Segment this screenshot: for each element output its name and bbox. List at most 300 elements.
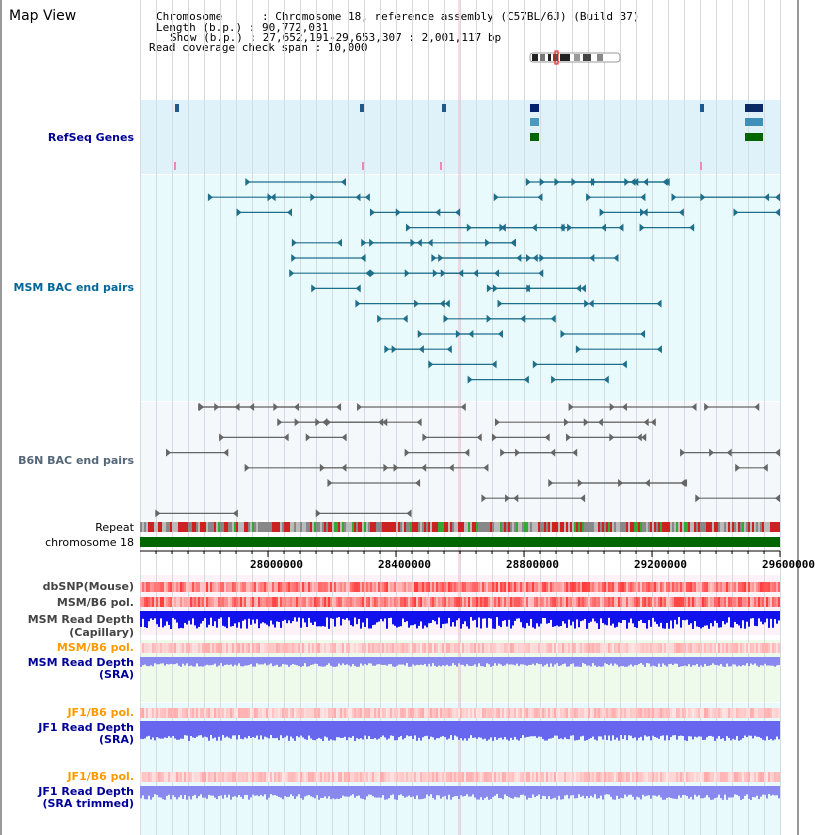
jf1-b6-pol-density: [506, 708, 508, 718]
jf1-b6-pol-trimmed-density: [168, 772, 170, 782]
jf1-depth-trimmed-bar: [702, 786, 704, 798]
msm-depth-sra-bar: [286, 657, 288, 665]
dbsnp-density: [374, 582, 376, 592]
msm-b6-pol-sra-density: [770, 643, 772, 653]
jf1-b6-pol-trimmed-density: [148, 772, 150, 782]
msm-b6-pol-sra-density: [364, 643, 366, 653]
msm-b6-pol-density: [600, 597, 602, 607]
jf1-depth-sra-bar: [644, 721, 646, 735]
jf1-b6-pol-density: [264, 708, 266, 718]
jf1-b6-pol-trimmed-density: [252, 772, 254, 782]
msm-depth-sra-bar: [614, 657, 616, 664]
msm-b6-pol-sra-density: [584, 643, 586, 653]
jf1-b6-pol-density: [184, 708, 186, 718]
msm-depth-sra-bar: [616, 657, 618, 665]
msm-b6-pol-sra-density: [194, 643, 196, 653]
msm-b6-pol-sra-density: [674, 643, 676, 653]
repeat-element: [650, 522, 652, 532]
msm-b6-pol-sra-density: [368, 643, 370, 653]
repeat-element: [404, 522, 406, 532]
msm-depth-sra-bar: [294, 657, 296, 665]
jf1-b6-pol-density: [336, 708, 338, 718]
jf1-depth-sra-bar: [518, 721, 520, 741]
dbsnp-density: [490, 582, 492, 592]
jf1-depth-sra-label: JF1 Read Depth: [38, 721, 134, 734]
msm-depth-sra-bar: [414, 657, 416, 666]
msm-b6-pol-density: [434, 597, 436, 607]
msm-depth-sra-bar: [606, 657, 608, 664]
msm-b6-pol-sra-density: [180, 643, 182, 653]
dbsnp-density: [582, 582, 584, 592]
jf1-depth-sra-bar: [614, 721, 616, 740]
jf1-b6-pol-density: [738, 708, 740, 718]
dbsnp-density: [172, 582, 174, 592]
jf1-depth-trimmed-bar: [326, 786, 328, 799]
msm-b6-pol-density: [364, 597, 366, 607]
msm-b6-pol-density: [248, 597, 250, 607]
jf1-b6-pol-density: [374, 708, 376, 718]
msm-depth-capillary-bar: [710, 611, 712, 623]
msm-b6-pol-density: [292, 597, 294, 607]
dbsnp-density: [398, 582, 400, 592]
jf1-depth-trimmed-bar: [758, 786, 760, 799]
msm-b6-pol-sra-density: [186, 643, 188, 653]
jf1-depth-sra-bar: [618, 721, 620, 741]
jf1-b6-pol-trimmed-density: [622, 772, 624, 782]
msm-depth-capillary-bar: [636, 611, 638, 628]
jf1-b6-pol-trimmed-density: [560, 772, 562, 782]
jf1-b6-pol-density: [492, 708, 494, 718]
dbsnp-density: [692, 582, 694, 592]
jf1-depth-trimmed-bar: [512, 786, 514, 799]
refseq-gene-marker: [362, 162, 364, 170]
msm-b6-pol-sra-density: [570, 643, 572, 653]
msm-depth-capillary-bar: [414, 611, 416, 624]
jf1-b6-pol-density: [480, 708, 482, 718]
dbsnp-density: [162, 582, 164, 592]
msm-depth-sra-bar: [526, 657, 528, 666]
jf1-b6-pol-density: [544, 708, 546, 718]
msm-depth-capillary-bar: [560, 611, 562, 626]
msm-depth-capillary-bar: [724, 611, 726, 624]
jf1-depth-trimmed-bar: [368, 786, 370, 795]
jf1-b6-pol-trimmed-density: [732, 772, 734, 782]
msm-b6-pol-sra-density: [318, 643, 320, 653]
jf1-depth-trimmed-bar: [372, 786, 374, 796]
msm-b6-pol-sra-density: [250, 643, 252, 653]
msm-b6-pol-density: [708, 597, 710, 607]
repeat-element: [260, 522, 262, 532]
repeat-element: [314, 522, 316, 532]
msm-depth-sra-bar: [444, 657, 446, 666]
msm-depth-capillary-bar: [424, 611, 426, 626]
jf1-depth-trimmed-bar: [518, 786, 520, 798]
jf1-b6-pol-trimmed-density: [214, 772, 216, 782]
repeat-element: [428, 522, 430, 532]
repeat-element: [388, 522, 390, 532]
jf1-depth-trimmed-bar: [212, 786, 214, 796]
msm-depth-sra-bar: [402, 657, 404, 664]
jf1-b6-pol-density: [528, 708, 530, 718]
jf1-b6-pol-density: [238, 708, 240, 718]
jf1-b6-pol-trimmed-density: [756, 772, 758, 782]
jf1-b6-pol-trimmed-density: [346, 772, 348, 782]
dbsnp-density: [430, 582, 432, 592]
jf1-b6-pol-trimmed-density: [558, 772, 560, 782]
jf1-depth-sra-bar: [552, 721, 554, 738]
dbsnp-density: [522, 582, 524, 592]
msm-depth-capillary-bar: [412, 611, 414, 625]
msm-depth-sra-bar: [364, 657, 366, 664]
dbsnp-density: [220, 582, 222, 592]
jf1-depth-sra-bar: [598, 721, 600, 736]
jf1-depth-trimmed-bar: [710, 786, 712, 800]
msm-b6-pol-sra-density: [392, 643, 394, 653]
msm-depth-sra-bar: [214, 657, 216, 664]
jf1-depth-trimmed-bar: [526, 786, 528, 800]
msm-b6-pol-density: [294, 597, 296, 607]
msm-depth-capillary-bar: [606, 611, 608, 625]
msm-depth-capillary-bar: [728, 611, 730, 617]
jf1-depth-sra-bar: [732, 721, 734, 739]
msm-depth-sra-bar: [742, 657, 744, 665]
msm-b6-pol-density: [668, 597, 670, 607]
jf1-b6-pol-trimmed-density: [740, 772, 742, 782]
msm-depth-sra-bar: [396, 657, 398, 666]
repeat-element: [142, 522, 144, 532]
jf1-b6-pol-density: [602, 708, 604, 718]
jf1-depth-sra-bar: [286, 721, 288, 736]
jf1-depth-sra-bar: [292, 721, 294, 738]
jf1-b6-pol-trimmed-density: [378, 772, 380, 782]
msm-depth-sra-bar: [440, 657, 442, 666]
msm-depth-sra-bar: [532, 657, 534, 664]
jf1-depth-sra-bar: [316, 721, 318, 739]
msm-b6-pol-density: [154, 597, 156, 607]
jf1-b6-pol-density: [236, 708, 238, 718]
jf1-depth-trimmed-bar: [266, 786, 268, 800]
dbsnp-density: [740, 582, 742, 592]
jf1-depth-sra-bar: [662, 721, 664, 735]
jf1-b6-pol-trimmed-density: [348, 772, 350, 782]
msm-depth-sra-bar: [718, 657, 720, 666]
msm-depth-sra-bar: [538, 657, 540, 664]
jf1-depth-trimmed-bar: [234, 786, 236, 796]
jf1-depth-sra-bar: [680, 721, 682, 736]
msm-b6-pol-sra-density: [500, 643, 502, 653]
repeat-element: [762, 522, 764, 532]
msm-depth-sra-bar: [322, 657, 324, 667]
repeat-element: [540, 522, 542, 532]
jf1-b6-pol-trimmed-density: [358, 772, 360, 782]
jf1-b6-pol-density: [280, 708, 282, 718]
jf1-b6-pol-trimmed-density: [160, 772, 162, 782]
msm-depth-sra-bar: [320, 657, 322, 666]
msm-depth-sra-bar: [610, 657, 612, 664]
dbsnp-density: [476, 582, 478, 592]
msm-b6-pol-density: [630, 597, 632, 607]
jf1-b6-pol-density: [574, 708, 576, 718]
jf1-depth-trimmed-bar: [548, 786, 550, 796]
jf1-b6-pol-trimmed-density: [680, 772, 682, 782]
jf1-depth-sra-bar: [702, 721, 704, 740]
jf1-b6-pol-density: [648, 708, 650, 718]
repeat-element: [624, 522, 626, 532]
jf1-b6-pol-density: [154, 708, 156, 718]
msm-b6-pol-sra-density: [474, 643, 476, 653]
dbsnp-density: [628, 582, 630, 592]
jf1-depth-sra-bar: [374, 721, 376, 738]
jf1-b6-pol-trimmed-density: [180, 772, 182, 782]
msm-depth-capillary-bar: [648, 611, 650, 620]
msm-depth-sra-bar: [314, 657, 316, 664]
jf1-depth-sra-bar: [232, 721, 234, 735]
jf1-b6-pol-density: [700, 708, 702, 718]
jf1-b6-pol-density: [170, 708, 172, 718]
jf1-depth-trimmed-bar: [582, 786, 584, 796]
dbsnp-density: [710, 582, 712, 592]
msm-b6-pol-density: [408, 597, 410, 607]
jf1-depth-trimmed-bar: [592, 786, 594, 797]
msm-b6-pol-sra-density: [238, 643, 240, 653]
msm-depth-sra-bar: [550, 657, 552, 663]
msm-depth-sra-bar: [744, 657, 746, 666]
msm-depth-sra-bar: [480, 657, 482, 666]
msm-depth-capillary-bar: [684, 611, 686, 620]
msm-depth-sra-bar: [194, 657, 196, 667]
msm-depth-capillary-bar: [302, 611, 304, 618]
jf1-b6-pol-trimmed-density: [328, 772, 330, 782]
msm-b6-pol-density: [284, 597, 286, 607]
jf1-b6-pol-density: [460, 708, 462, 718]
msm-depth-capillary-bar: [386, 611, 388, 629]
jf1-depth-trimmed-bar: [652, 786, 654, 795]
jf1-b6-pol-density: [338, 708, 340, 718]
msm-depth-capillary-bar: [338, 611, 340, 617]
msm-depth-sra-bar: [736, 657, 738, 666]
msm-depth-capillary-bar: [442, 611, 444, 624]
msm-b6-pol-density: [366, 597, 368, 607]
jf1-b6-pol-density: [262, 708, 264, 718]
msm-b6-pol-sra-density: [366, 643, 368, 653]
msm-b6-pol-sra-density: [532, 643, 534, 653]
msm-depth-sra-bar: [380, 657, 382, 665]
jf1-b6-pol-density: [632, 708, 634, 718]
msm-depth-sra-bar: [598, 657, 600, 666]
dbsnp-density: [494, 582, 496, 592]
jf1-depth-sra-bar: [544, 721, 546, 741]
jf1-depth-sra-bar: [516, 721, 518, 740]
dbsnp-density: [768, 582, 770, 592]
msm-b6-pol-density: [230, 597, 232, 607]
msm-b6-pol-density: [340, 597, 342, 607]
jf1-b6-pol-trimmed-density: [226, 772, 228, 782]
msm-b6-pol-label-1: MSM/B6 pol.: [56, 596, 134, 609]
msm-depth-sra-bar: [498, 657, 500, 664]
jf1-b6-pol-density: [504, 708, 506, 718]
repeat-element: [544, 522, 546, 532]
msm-depth-capillary-bar: [482, 611, 484, 619]
jf1-depth-sra-bar: [510, 721, 512, 738]
msm-b6-pol-density: [718, 597, 720, 607]
msm-b6-pol-density: [660, 597, 662, 607]
msm-depth-capillary-bar: [438, 611, 440, 618]
jf1-b6-pol-trimmed-density: [202, 772, 204, 782]
dbsnp-density: [546, 582, 548, 592]
dbsnp-density: [736, 582, 738, 592]
jf1-depth-sra-bar: [420, 721, 422, 741]
dbsnp-density: [530, 582, 532, 592]
repeat-element: [178, 522, 180, 532]
msm-depth-capillary-bar: [240, 611, 242, 628]
msm-depth-capillary-bar: [326, 611, 328, 617]
msm-depth-sra-bar: [678, 657, 680, 667]
msm-b6-pol-density: [380, 597, 382, 607]
repeat-element: [340, 522, 342, 532]
msm-b6-pol-sra-density: [430, 643, 432, 653]
jf1-b6-pol-trimmed-density: [764, 772, 766, 782]
jf1-b6-pol-trimmed-density: [320, 772, 322, 782]
jf1-b6-pol-density: [218, 708, 220, 718]
msm-depth-sra-bar: [300, 657, 302, 667]
jf1-depth-trimmed-bar: [672, 786, 674, 799]
msm-b6-pol-sra-density: [506, 643, 508, 653]
msm-depth-capillary-bar: [384, 611, 386, 618]
msm-depth-capillary-bar: [630, 611, 632, 619]
jf1-b6-pol-trimmed-density: [308, 772, 310, 782]
jf1-b6-pol-density: [354, 708, 356, 718]
msm-b6-pol-density: [290, 597, 292, 607]
msm-depth-sra-bar: [642, 657, 644, 665]
jf1-b6-pol-trimmed-density: [190, 772, 192, 782]
msm-b6-pol-density: [550, 597, 552, 607]
jf1-b6-pol-density: [550, 708, 552, 718]
msm-b6-pol-sra-density: [542, 643, 544, 653]
jf1-depth-trimmed-bar: [690, 786, 692, 797]
msm-depth-sra-bar: [302, 657, 304, 666]
dbsnp-density: [260, 582, 262, 592]
jf1-depth-sra-bar: [688, 721, 690, 736]
jf1-depth-sra-bar: [226, 721, 228, 737]
jf1-b6-pol-trimmed-density: [576, 772, 578, 782]
jf1-b6-pol-density: [624, 708, 626, 718]
jf1-depth-sra-bar: [584, 721, 586, 741]
msm-depth-sra-bar: [426, 657, 428, 666]
jf1-depth-trimmed-bar: [496, 786, 498, 794]
msm-b6-pol-sra-density: [280, 643, 282, 653]
jf1-depth-sra-bar: [262, 721, 264, 739]
jf1-b6-pol-trimmed-density: [238, 772, 240, 782]
jf1-depth-trimmed-bar: [182, 786, 184, 799]
msm-depth-capillary-bar: [268, 611, 270, 626]
msm-b6-pol-density: [374, 597, 376, 607]
msm-depth-capillary-bar: [614, 611, 616, 628]
msm-b6-pol-sra-density: [228, 643, 230, 653]
dbsnp-density: [664, 582, 666, 592]
msm-b6-pol-sra-density: [688, 643, 690, 653]
repeat-element: [522, 522, 524, 532]
jf1-b6-pol-trimmed-density: [476, 772, 478, 782]
msm-depth-capillary-bar: [676, 611, 678, 624]
jf1-b6-pol-density: [656, 708, 658, 718]
jf1-b6-pol-density: [490, 708, 492, 718]
jf1-depth-sra-bar: [776, 721, 778, 737]
msm-b6-pol-sra-density: [148, 643, 150, 653]
jf1-b6-pol-trimmed-density: [314, 772, 316, 782]
msm-b6-pol-density: [162, 597, 164, 607]
jf1-depth-trimmed-bar: [762, 786, 764, 795]
jf1-b6-pol-density: [570, 708, 572, 718]
repeat-element: [386, 522, 388, 532]
dbsnp-density: [778, 582, 780, 592]
jf1-depth-sra-bar: [182, 721, 184, 739]
repeat-element: [510, 522, 512, 532]
jf1-b6-pol-trimmed-density: [228, 772, 230, 782]
jf1-b6-pol-trimmed-density: [510, 772, 512, 782]
jf1-depth-sra-bar: [538, 721, 540, 737]
msm-b6-pol-density: [578, 597, 580, 607]
jf1-depth-trimmed-bar: [380, 786, 382, 798]
repeat-element: [146, 522, 148, 532]
repeat-element: [240, 522, 242, 532]
ideogram-band: [548, 54, 551, 61]
chromosome-bar: [140, 537, 780, 547]
jf1-depth-trimmed-bar: [550, 786, 552, 799]
jf1-depth-sra-bar: [600, 721, 602, 736]
jf1-depth-trimmed-bar: [354, 786, 356, 798]
msm-depth-capillary-bar: [516, 611, 518, 619]
axis-tick-label: 28000000: [250, 558, 303, 571]
jf1-depth-trimmed-bar: [196, 786, 198, 798]
refseq-gene: [175, 104, 179, 112]
msm-depth-capillary-bar: [344, 611, 346, 620]
msm-b6-pol-sra-density: [722, 643, 724, 653]
dbsnp-density: [254, 582, 256, 592]
repeat-element: [584, 522, 586, 532]
msm-b6-pol-density: [362, 597, 364, 607]
jf1-b6-pol-density: [588, 708, 590, 718]
msm-b6-pol-density: [460, 597, 462, 607]
msm-depth-capillary-bar: [634, 611, 636, 627]
jf1-depth-sra-bar: [196, 721, 198, 737]
msm-b6-pol-density: [762, 597, 764, 607]
repeat-element: [714, 522, 716, 532]
dbsnp-density: [586, 582, 588, 592]
jf1-depth-trimmed-bar: [648, 786, 650, 795]
msm-depth-sra-bar: [714, 657, 716, 665]
jf1-b6-pol-trimmed-density: [412, 772, 414, 782]
dbsnp-density: [224, 582, 226, 592]
jf1-depth-sra-bar: [296, 721, 298, 736]
msm-b6-pol-sra-density: [300, 643, 302, 653]
repeat-element: [426, 522, 428, 532]
jf1-depth-trimmed-bar: [424, 786, 426, 798]
dbsnp-density: [424, 582, 426, 592]
msm-depth-sra-bar: [514, 657, 516, 665]
msm-depth-capillary-bar: [652, 611, 654, 618]
jf1-b6-pol-density: [586, 708, 588, 718]
jf1-depth-trimmed-bar: [618, 786, 620, 799]
msm-b6-pol-sra-density: [230, 643, 232, 653]
msm-depth-sra-bar: [490, 657, 492, 667]
repeat-element: [768, 522, 770, 532]
repeat-element: [618, 522, 620, 532]
msm-depth-capillary-bar: [450, 611, 452, 627]
msm-b6-pol-sra-density: [576, 643, 578, 653]
msm-depth-sra-bar: [706, 657, 708, 666]
dbsnp-density: [642, 582, 644, 592]
jf1-depth-trimmed-bar: [148, 786, 150, 796]
